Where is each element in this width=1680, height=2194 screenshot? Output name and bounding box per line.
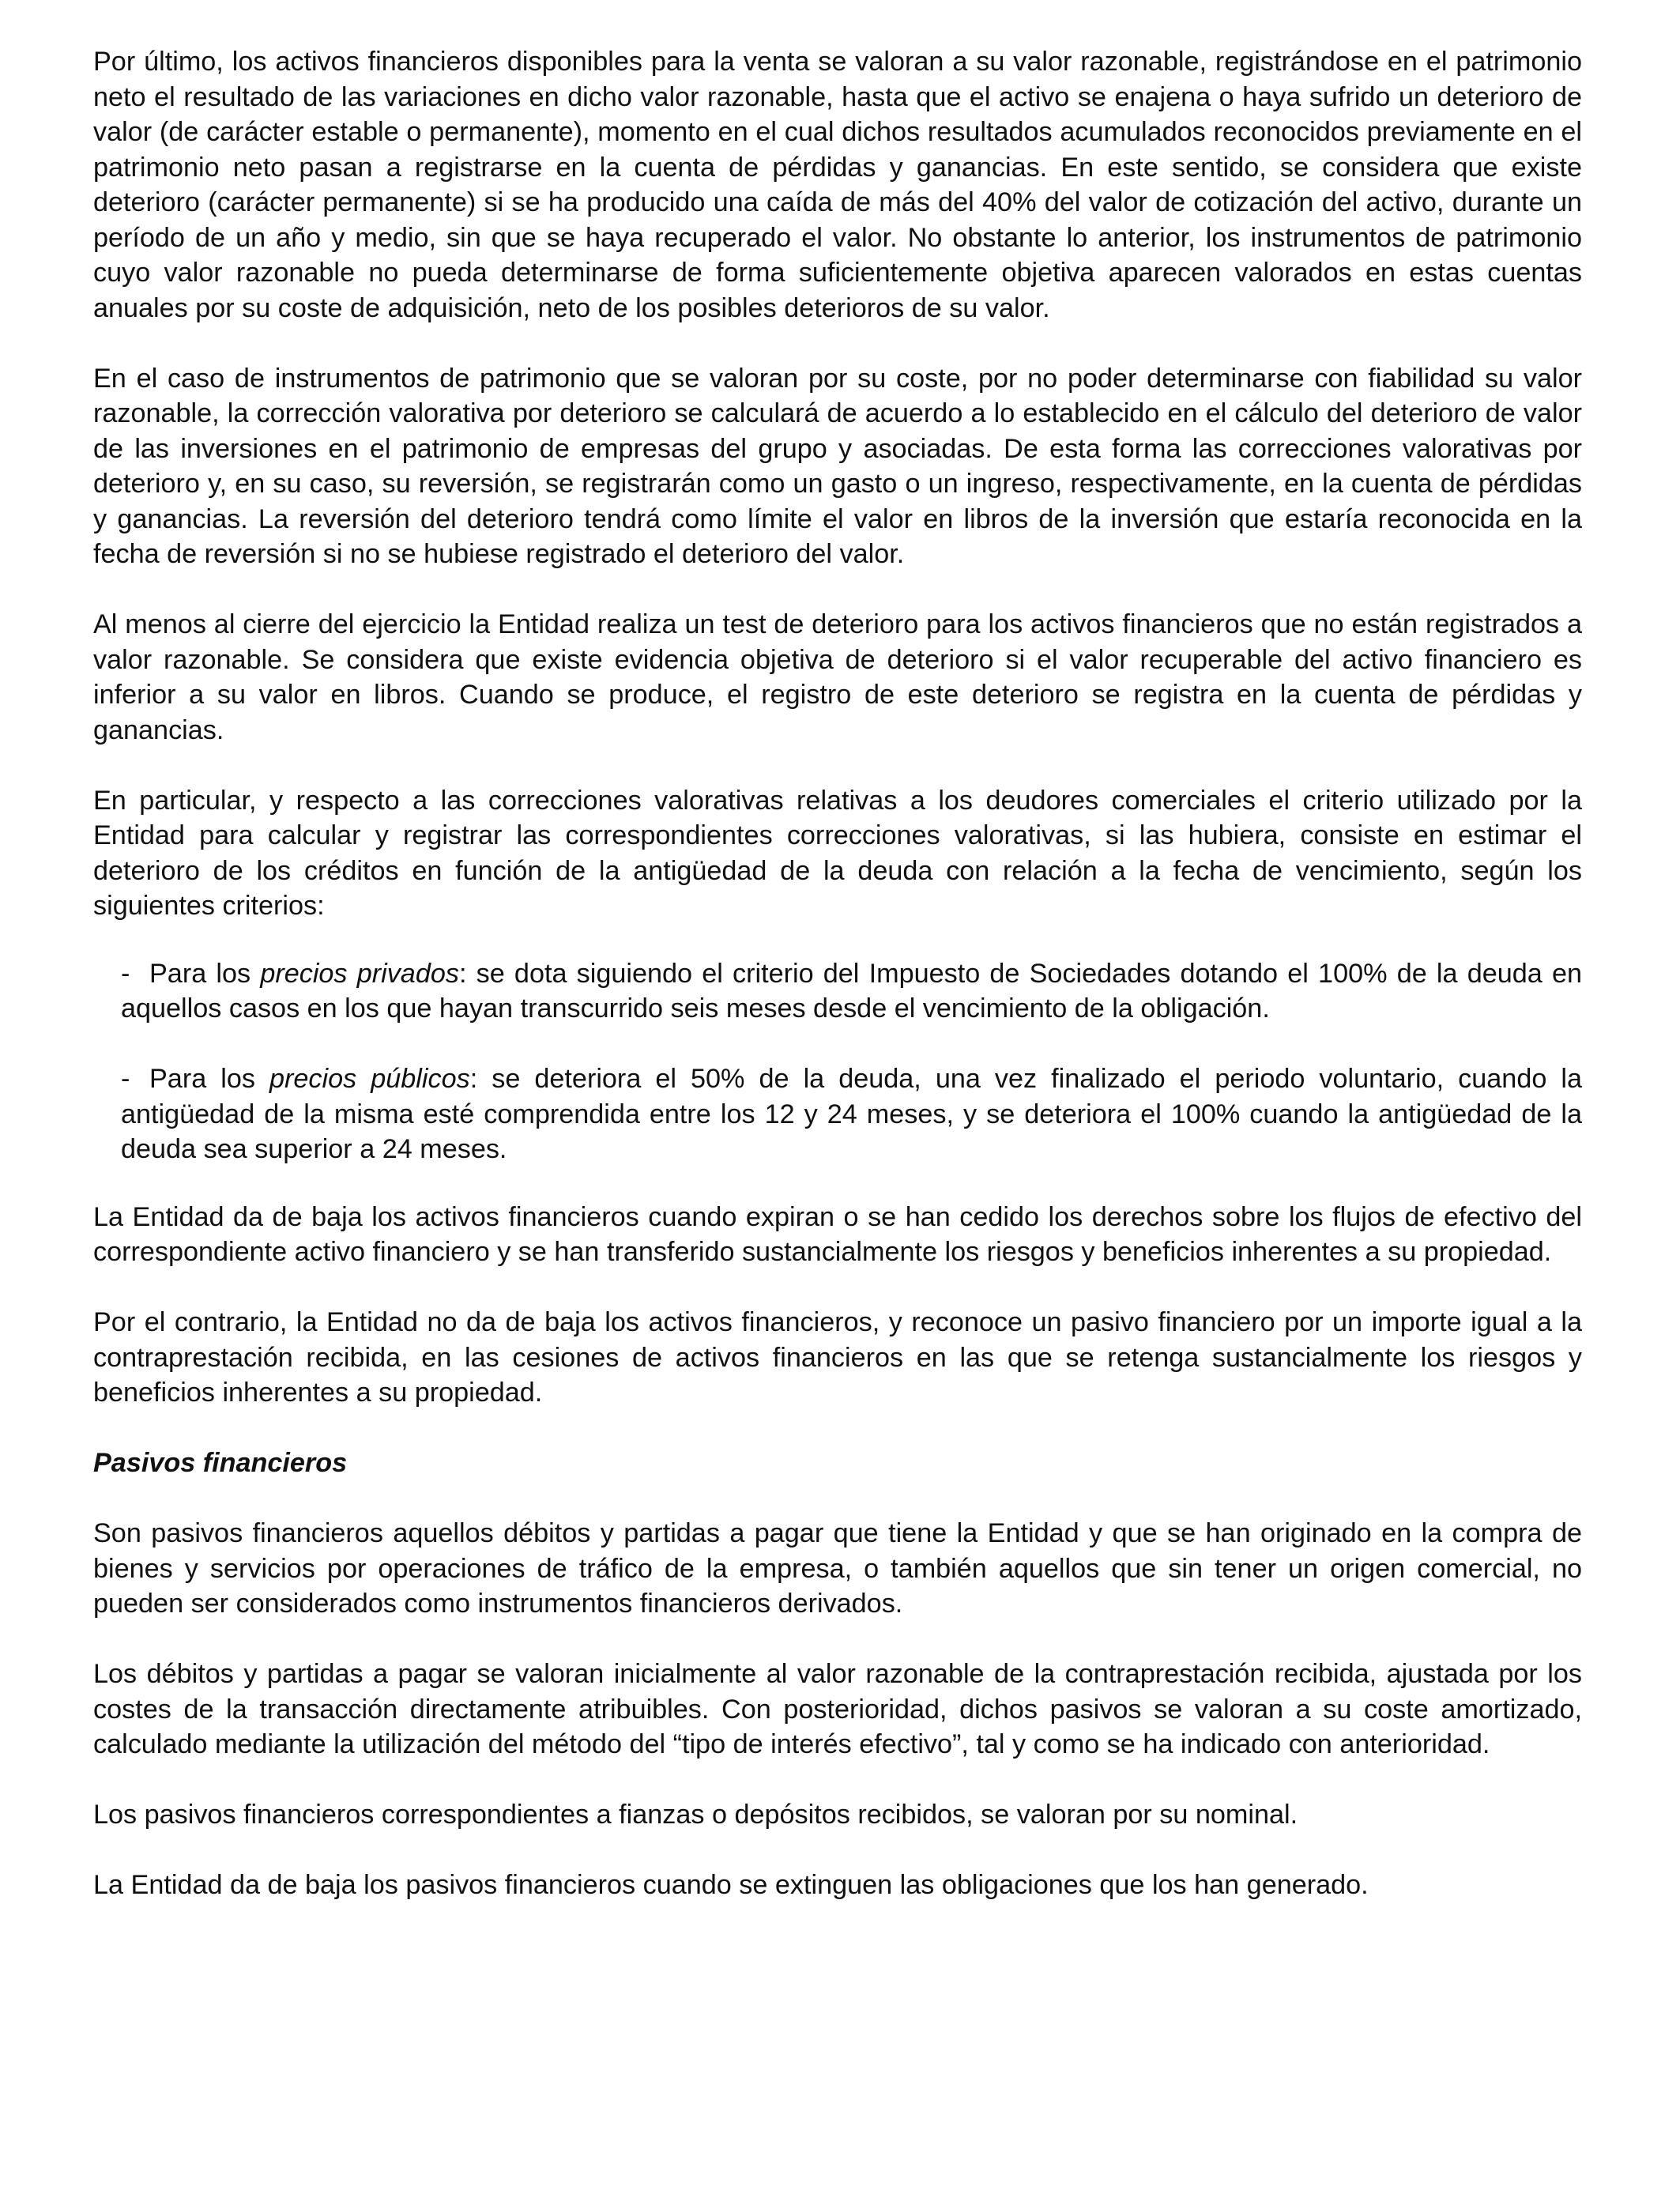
criteria-prefix: Para los xyxy=(149,958,261,989)
paragraph-equity-instruments-at-cost: En el caso de instrumentos de patrimonio que se valoran por su coste, por no poder determinarse con fiabilidad su valor razonable, la corrección valorativa por deterioro se calculará de acuerdo a lo establecido en el cálculo del deterioro de valor de las inversiones en el patrimonio de empresas del grupo y asociadas. De esta forma las correcciones valorativas por deterioro y, en su caso, su reversión, se registrarán como un gasto o un ingreso, respectivamente, en la cuenta de pérdidas y ganancias. La reversión del deterioro tendrá como límite el valor en libros de la inversión que estaría reconocida en la fecha de reversión si no se hubiese registrado el deterioro del valor. xyxy=(93,363,1582,569)
list-item xyxy=(121,956,1582,1027)
criteria-text: : se deteriora el 50% de la deuda, una vez finalizado el periodo voluntario, cuando la antigüedad de la misma esté comprendida entre los 12 y 24 meses, y se deteriora el 100% cuando la antigüedad de la deuda sea superior a 24 meses. xyxy=(121,1064,1582,1164)
criteria-term: precios públicos xyxy=(269,1064,470,1094)
paragraph-trade-debtors-criteria: En particular, y respecto a las correcciones valorativas relativas a los deudores comerciales el criterio utilizado por la Entidad para calcular y registrar las correspondientes correcciones valorativas, si las hubiera, consiste en estimar el deterioro de los créditos en función de la antigüedad de la deuda con relación a la fecha de vencimiento, según los siguientes criterios: xyxy=(93,785,1582,921)
paragraph-deposits-received: Los pasivos financieros correspondientes a fianzas o depósitos recibidos, se valoran por su nominal. xyxy=(93,1800,1298,1830)
criteria-prefix: Para los xyxy=(149,1064,270,1094)
list-dash: - xyxy=(121,1064,130,1094)
paragraph-impairment-test: Al menos al cierre del ejercicio la Entidad realiza un test de deterioro para los activos financieros que no están registrados a valor razonable. Se considera que existe evidencia objetiva de deterioro si el valor recuperable del activo financiero es inferior a su valor en libros. Cuando se produce, el registro de este deterioro se registra en la cuenta de pérdidas y ganancias. xyxy=(93,609,1582,745)
paragraph-derecognition-liabilities: La Entidad da de baja los pasivos financieros cuando se extinguen las obligaciones que los han generado. xyxy=(93,1870,1369,1900)
paragraph-available-for-sale-valuation: Por último, los activos financieros disponibles para la venta se valoran a su valor razonable, registrándose en el patrimonio neto el resultado de las variaciones en dicho valor razonable, hasta que el activo se enajena o haya sufrido un deterioro de valor (de carácter estable o permanente), momento en el cual dichos resultados acumulados reconocidos previamente en el patrimonio neto pasan a registrarse en la cuenta de pérdidas y ganancias. En este sentido, se considera que existe deterioro (carácter permanente) si se ha producido una caída de más del 40% del valor de cotización del activo, durante un período de un año y medio, sin que se haya recuperado el valor. No obstante lo anterior, los instrumentos de patrimonio cuyo valor razonable no pueda determinarse de forma suficientemente objetiva aparecen valorados en estas cuentas anuales por su coste de adquisición, neto de los posibles deterioros de su valor. xyxy=(93,47,1582,323)
criteria-term: precios privados xyxy=(260,958,459,989)
section-heading: Pasivos financieros xyxy=(93,1448,348,1478)
impairment-criteria-list xyxy=(93,956,1582,1167)
criteria-text: : se dota siguiendo el criterio del Impuesto de Sociedades dotando el 100% de la deuda en aquellos casos en los que hayan transcurrido seis meses desde el vencimiento de la obligación. xyxy=(121,958,1582,1023)
paragraph-derecognition-assets: La Entidad da de baja los activos financieros cuando expiran o se han cedido los derechos sobre los flujos de efectivo del correspondiente activo financiero y se han transferido sustancialmente los riesgos y beneficios inherentes a su propiedad. xyxy=(93,1201,1582,1267)
document-page xyxy=(93,44,1582,1938)
paragraph-liabilities-valuation: Los débitos y partidas a pagar se valoran inicialmente al valor razonable de la contraprestación recibida, ajustada por los costes de la transacción directamente atribuibles. Con posterioridad, dichos pasivos se valoran a su coste amortizado, calculado mediante la utilización del método del “tipo de interés efectivo”, tal y como se ha indicado con anterioridad. xyxy=(93,1659,1582,1759)
paragraph-retained-risks: Por el contrario, la Entidad no da de baja los activos financieros, y reconoce un pasivo financiero por un importe igual a la contraprestación recibida, en las cesiones de activos financieros en las que se retenga sustancialmente los riesgos y beneficios inherentes a su propiedad. xyxy=(93,1307,1582,1408)
paragraph-financial-liabilities-definition: Son pasivos financieros aquellos débitos y partidas a pagar que tiene la Entidad y que se han originado en la compra de bienes y servicios por operaciones de tráfico de la empresa, o también aquellos que sin tener un origen comercial, no pueden ser considerados como instrumentos financieros derivados. xyxy=(93,1518,1582,1619)
list-item xyxy=(121,1061,1582,1167)
list-dash: - xyxy=(121,958,130,989)
